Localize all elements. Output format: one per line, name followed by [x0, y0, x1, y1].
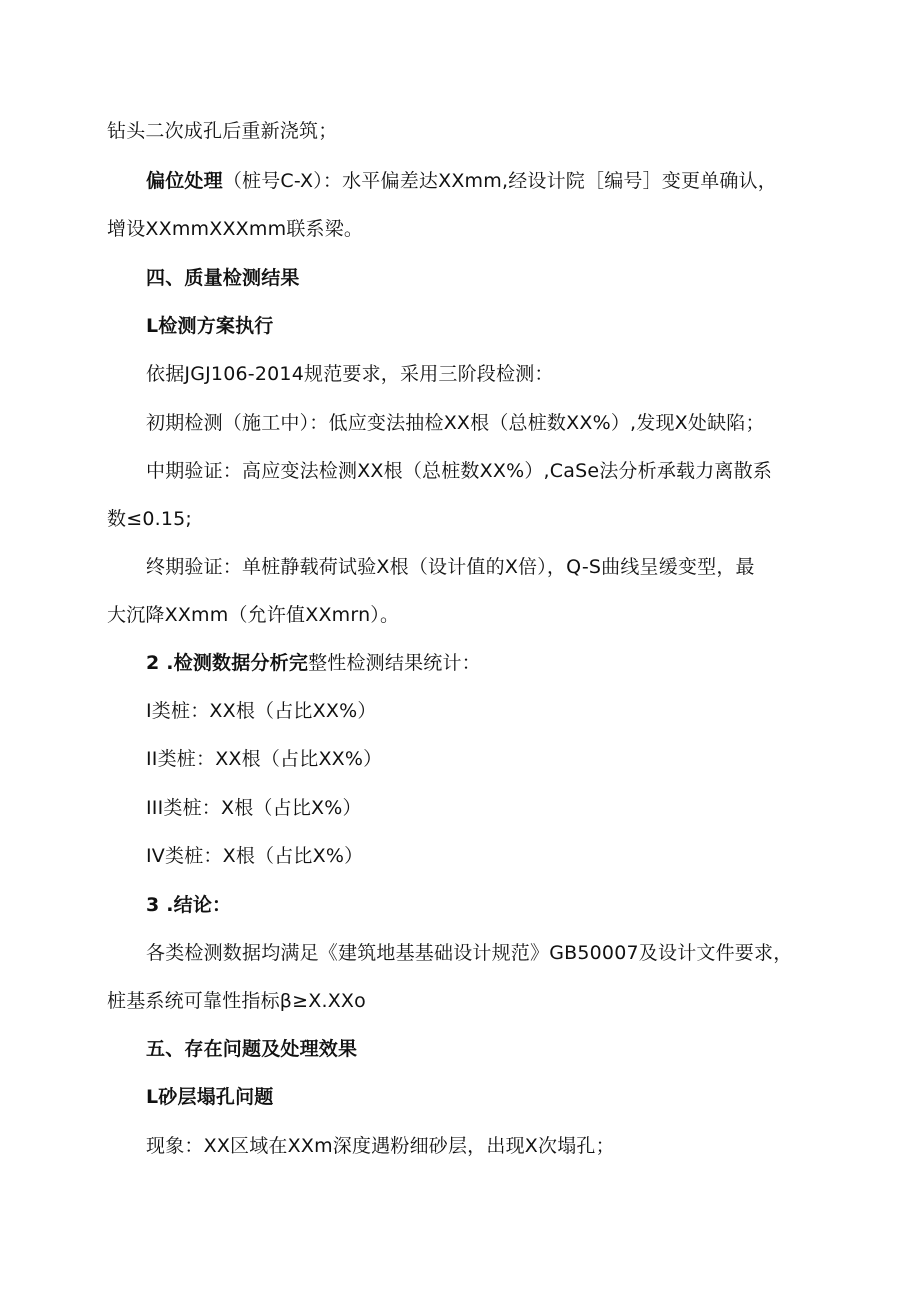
paragraph-line: 终期验证：单桩静载荷试验X根（设计值的X倍），Q-S曲线呈缓变型，最	[146, 556, 755, 578]
paragraph-text: 整性检测结果统计：	[308, 652, 481, 674]
paragraph-line: 数≤0.15;	[107, 508, 193, 530]
list-item: I类桩：XX根（占比XX%）	[146, 700, 377, 722]
paragraph-line: 钻头二次成孔后重新浇筑；	[107, 120, 338, 142]
paragraph-text: （桩号C-X）：水平偏差达XXmm,经设计院［编号］变更单确认，	[222, 170, 777, 192]
section-heading: 五、存在问题及处理效果	[146, 1038, 358, 1060]
inline-heading: 偏位处理	[146, 170, 223, 192]
section-heading: 四、质量检测结果	[146, 267, 300, 289]
subsection-heading: L砂层塌孔问题	[146, 1086, 274, 1108]
paragraph-line: 桩基系统可靠性指标β≥X.XXo	[107, 990, 366, 1012]
paragraph-line: 中期验证：高应变法检测XX根（总桩数XX%）,CaSe法分析承载力离散系	[146, 460, 773, 482]
paragraph-line: 现象：XX区域在XXm深度遇粉细砂层，出现X次塌孔；	[146, 1135, 615, 1157]
paragraph-line: 各类检测数据均满足《建筑地基基础设计规范》GB50007及设计文件要求，	[146, 942, 793, 964]
paragraph-line	[146, 650, 481, 676]
paragraph-line: 依据JGJ106-2014规范要求，采用三阶段检测：	[146, 363, 554, 385]
list-item: IV类桩：X根（占比X%）	[146, 845, 364, 867]
paragraph-line: 初期检测（施工中）：低应变法抽检XX根（总桩数XX%）,发现X处缺陷；	[146, 412, 765, 434]
subsection-heading: 3 .结论：	[146, 894, 232, 916]
list-item: III类桩：X根（占比X%）	[146, 797, 362, 819]
paragraph-line	[146, 168, 777, 194]
paragraph-line: 增设XXmmXXXmm联系梁。	[107, 218, 364, 240]
subsection-heading: L检测方案执行	[146, 315, 274, 337]
list-item: II类桩：XX根（占比XX%）	[146, 748, 383, 770]
paragraph-line: 大沉降XXmm（允许值XXmrn）。	[107, 604, 400, 626]
subsection-heading: 2 .检测数据分析完	[146, 652, 309, 674]
